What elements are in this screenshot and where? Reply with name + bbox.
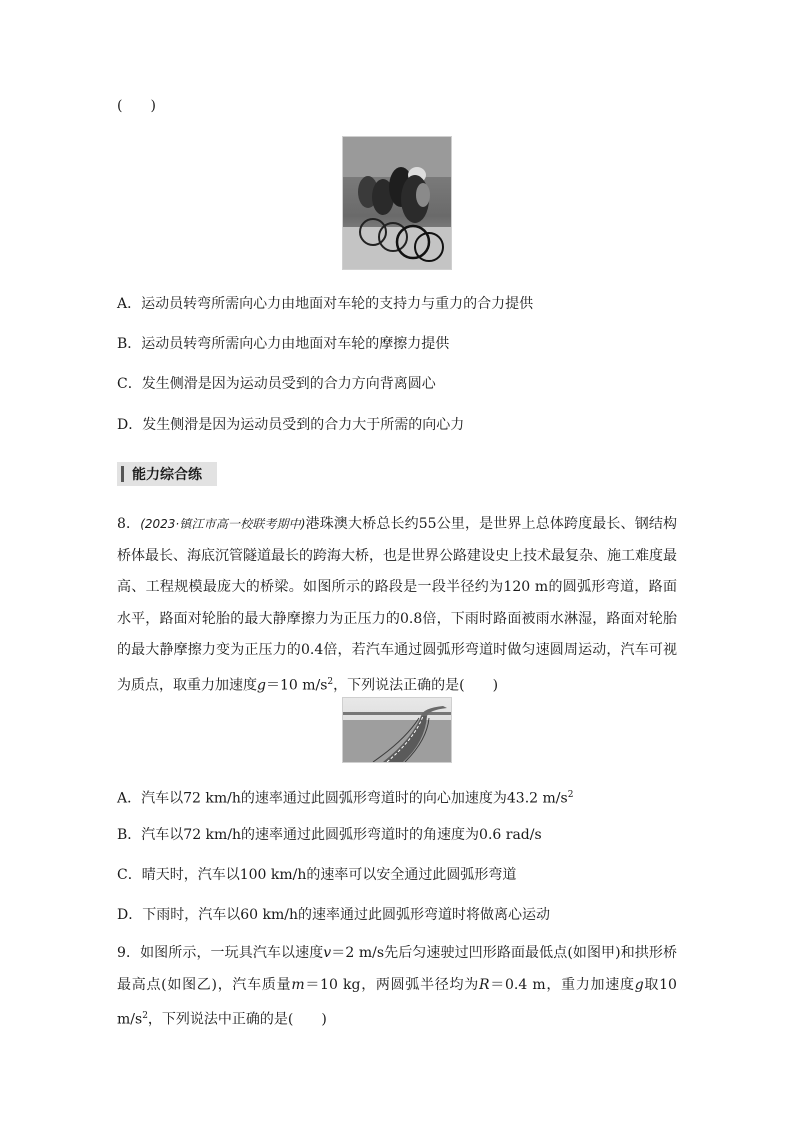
q8-stem-text-3: ，下列说法正确的是( ): [333, 677, 499, 694]
exponent: 2: [142, 1011, 148, 1021]
section-heading: [117, 462, 217, 486]
option-label: B．: [117, 827, 142, 843]
option-label: D．: [117, 907, 143, 923]
gravity-symbol: g: [634, 976, 644, 993]
section-bar-icon: [121, 466, 124, 482]
question-number: 9．: [117, 945, 141, 961]
option-label: B．: [117, 336, 142, 352]
q9-text-5: 取10 m/s: [117, 976, 677, 1028]
option-text: 发生侧滑是因为运动员受到的合力方向背离圆心: [141, 376, 436, 392]
q8-option-c: [117, 865, 516, 885]
option-label: A．: [117, 296, 142, 312]
q7-option-d: [117, 415, 464, 435]
cyclists-illustration: [343, 137, 451, 269]
cyclists-photo: [342, 136, 452, 270]
bridge-illustration: [343, 698, 451, 762]
option-text: 汽车以72 km/h的速率通过此圆弧形弯道时的角速度为0.6 rad/s: [141, 827, 542, 843]
question-number: 8．: [117, 516, 141, 532]
option-text: 晴天时，汽车以100 km/h的速率可以安全通过此圆弧形弯道: [141, 867, 517, 883]
q8-stem-text: 港珠澳大桥总长约55公里，是世界上总体跨度最长、钢结构桥体最长、海底沉管隧道最长的跨海大桥，也是世界公路建设史上技术最复杂、施工难度最高、工程规模最庞大的桥梁。如图所示的路段是一段半径约为120 m的圆弧形弯道，路面水平，路面对轮胎的最大静摩擦力为正压力的0.8倍，下雨时路面被雨水淋湿，路面对轮胎的最大静摩擦力变为正压力的0.4倍，若汽车通过圆弧形弯道时做匀速圆周运动，汽车可视为质点，取重力加速度: [117, 516, 677, 694]
q7-option-b: [117, 334, 449, 354]
option-label: C．: [117, 867, 142, 883]
mass-symbol: m: [291, 976, 305, 993]
q8-stem: [117, 509, 677, 702]
q9-text-6: ，下列说法中正确的是( ): [147, 1011, 327, 1028]
exponent: 2: [567, 790, 574, 800]
q9-text-2: ＝2 m/s先后匀速驶过凹形路面最低点(如图甲)和拱形桥最高点(如图乙)，汽车质量: [117, 945, 677, 993]
bridge-photo: [342, 697, 452, 763]
gravity-symbol: g: [257, 677, 266, 694]
q9-text: 如图所示，一玩具汽车以速度: [140, 945, 324, 961]
option-text: 发生侧滑是因为运动员受到的合力大于所需的向心力: [142, 417, 465, 433]
option-label: D．: [117, 417, 143, 433]
q8-option-a: [117, 785, 573, 809]
option-text: 下雨时，汽车以60 km/h的速率通过此圆弧形弯道时将做离心运动: [142, 907, 550, 923]
q8-stem-text-2: ＝10 m/s: [265, 677, 328, 694]
q9-text-3: ＝10 kg，两圆弧半径均为: [304, 976, 479, 993]
exponent: 2: [327, 676, 334, 687]
option-text: 汽车以72 km/h的速率通过此圆弧形弯道时的向心加速度为43.2 m/s: [141, 790, 568, 807]
q9-stem: [117, 938, 677, 1036]
q7-option-a: [117, 294, 533, 314]
option-text: 运动员转弯所需向心力由地面对车轮的摩擦力提供: [141, 336, 450, 352]
velocity-symbol: v: [323, 945, 332, 961]
question-source: (2023·镇江市高一校联考期中): [140, 517, 306, 531]
q8-option-b: [117, 825, 542, 845]
option-text: 运动员转弯所需向心力由地面对车轮的支持力与重力的合力提供: [141, 296, 534, 312]
option-label: C．: [117, 376, 142, 392]
option-label: A．: [117, 790, 142, 807]
section-title: 能力综合练: [132, 467, 202, 483]
q7-answer-blank: ( ): [117, 98, 156, 114]
q8-option-d: [117, 905, 550, 925]
q7-option-c: [117, 374, 436, 394]
q9-text-4: ＝0.4 m，重力加速度: [489, 976, 635, 993]
radius-symbol: R: [478, 976, 490, 993]
